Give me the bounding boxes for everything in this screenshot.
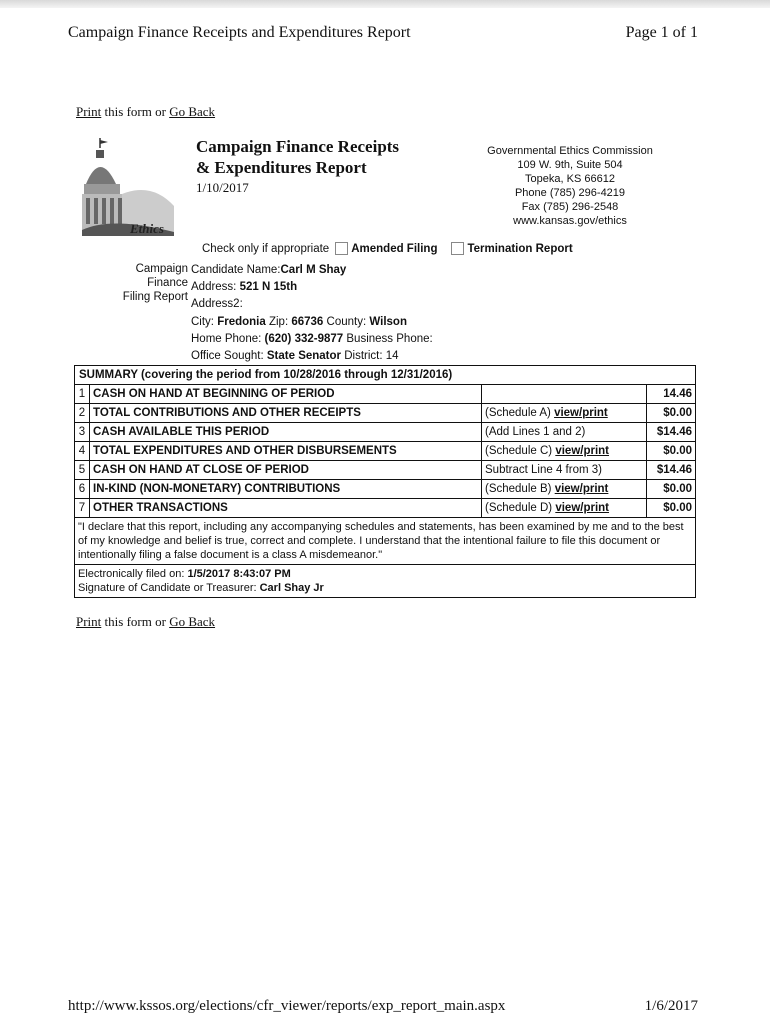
report-title-block: [196, 136, 399, 196]
row-description: TOTAL EXPENDITURES AND OTHER DISBURSEMENTS: [90, 442, 482, 460]
agency-web: www.kansas.gov/ethics: [513, 215, 627, 227]
schedule-text: Subtract Line 4 from 3): [485, 464, 602, 476]
row-amount: $0.00: [663, 502, 692, 514]
print-link-bottom[interactable]: Print: [76, 614, 102, 629]
signature-label: Signature of Candidate or Treasurer:: [78, 582, 257, 594]
city-row: [191, 314, 433, 331]
schedule-a-view-print-link[interactable]: view/print: [554, 407, 608, 419]
district-value: 14: [385, 350, 399, 363]
row-amount: $0.00: [663, 445, 692, 457]
summary-table: [74, 365, 696, 598]
row-description: IN-KIND (NON-MONETARY) CONTRIBUTIONS: [90, 480, 482, 498]
nav-text-top: this form or: [104, 104, 166, 119]
row-schedule: [482, 385, 647, 403]
zip-value: 66736: [291, 315, 324, 328]
agency-address: [475, 144, 665, 228]
efiled-row: [78, 567, 692, 581]
side-label-line1: Campaign Finance: [135, 263, 188, 289]
agency-street: 109 W. 9th, Suite 504: [517, 159, 623, 171]
address-value: 521 N 15th: [239, 281, 298, 294]
efiled-label: Electronically filed on:: [78, 568, 185, 580]
side-label-line2: Filing Report: [122, 291, 188, 303]
candidate-name-row: [191, 262, 433, 279]
top-nav-links: [76, 104, 215, 120]
summary-row: [75, 404, 695, 423]
home-phone-label: Home Phone:: [191, 332, 262, 345]
row-description: CASH ON HAND AT BEGINNING OF PERIOD: [90, 385, 482, 403]
agency-city: Topeka, KS 66612: [525, 173, 615, 185]
declaration-text: "I declare that this report, including any accompanying schedules and statements, has been examined by me and to the best of my knowledge and belief is true, correct and complete. I understand that the intentional failure to file this document or intentionally filing a false document is a class A misdemeanor.": [75, 518, 695, 565]
footer-url: http://www.kssos.org/elections/cfr_viewer/reports/exp_report_main.aspx: [68, 998, 506, 1014]
filing-report-side-label: [92, 262, 188, 304]
report-title-line2: & Expenditures Report: [196, 158, 367, 177]
nav-text-bottom: this form or: [104, 614, 166, 629]
address-label: Address:: [191, 281, 237, 294]
go-back-link-bottom[interactable]: Go Back: [169, 614, 216, 629]
row-schedule: [482, 461, 647, 479]
address2-row: [191, 296, 433, 313]
agency-name: Governmental Ethics Commission: [487, 145, 653, 157]
city-label: City:: [191, 315, 214, 328]
schedule-c-view-print-link[interactable]: view/print: [555, 445, 610, 457]
row-amount: 14.46: [663, 388, 692, 400]
county-label: County:: [326, 315, 367, 328]
row-number: 4: [75, 442, 90, 460]
document-header-title: Campaign Finance Receipts and Expenditures Report: [68, 24, 411, 41]
row-number: 7: [75, 499, 90, 517]
office-row: [191, 348, 433, 365]
row-amount: $0.00: [663, 407, 692, 419]
summary-row: [75, 442, 695, 461]
home-phone-value: (620) 332-9877: [264, 332, 344, 345]
row-amount: $14.46: [656, 464, 692, 476]
row-number: 5: [75, 461, 90, 479]
row-number: 6: [75, 480, 90, 498]
row-description: OTHER TRANSACTIONS: [90, 499, 482, 517]
address2-label: Address2:: [191, 298, 243, 311]
row-number: 2: [75, 404, 90, 422]
amended-filing-checkbox[interactable]: [335, 242, 348, 255]
check-instruction: Check only if appropriate: [202, 242, 330, 255]
signature-value: Carl Shay Jr: [259, 582, 324, 594]
row-amount: $14.46: [656, 426, 692, 438]
print-link-top[interactable]: Print: [76, 104, 102, 119]
office-label: Office Sought:: [191, 350, 264, 363]
row-schedule: [482, 442, 647, 460]
amended-filing-label: Amended Filing: [351, 242, 438, 255]
agency-fax: Fax (785) 296-2548: [521, 201, 619, 213]
row-amount: $0.00: [663, 483, 692, 495]
county-value: Wilson: [369, 315, 407, 328]
summary-row: [75, 499, 695, 518]
efiled-value: 1/5/2017 8:43:07 PM: [187, 568, 291, 580]
phone-row: [191, 331, 433, 348]
candidate-info: [191, 262, 433, 365]
schedule-text: (Schedule C): [485, 445, 553, 457]
report-title-line1: Campaign Finance Receipts: [196, 137, 400, 156]
termination-report-label: Termination Report: [467, 242, 573, 255]
schedule-text: (Schedule D): [485, 502, 553, 514]
row-description: CASH AVAILABLE THIS PERIOD: [90, 423, 482, 441]
district-label: District:: [344, 350, 383, 363]
city-value: Fredonia: [217, 315, 266, 328]
signature-row: [78, 581, 692, 595]
row-schedule: [482, 499, 647, 517]
agency-phone: Phone (785) 296-4219: [514, 187, 626, 199]
schedule-text: (Schedule A): [485, 407, 551, 419]
summary-row: [75, 385, 695, 404]
summary-row: [75, 461, 695, 480]
scan-top-band: [0, 0, 770, 8]
candidate-name: Carl M Shay: [280, 264, 347, 276]
row-description: TOTAL CONTRIBUTIONS AND OTHER RECEIPTS: [90, 404, 482, 422]
row-schedule: [482, 423, 647, 441]
row-schedule: [482, 404, 647, 422]
schedule-d-view-print-link[interactable]: view/print: [555, 502, 610, 514]
zip-label: Zip:: [268, 315, 289, 328]
page-number: Page 1 of 1: [625, 24, 698, 41]
e-filing-info: [75, 565, 695, 597]
go-back-link-top[interactable]: Go Back: [169, 104, 216, 119]
summary-heading: SUMMARY (covering the period from 10/28/2016 through 12/31/2016): [75, 366, 695, 385]
seal-text: Ethics: [130, 221, 164, 236]
row-number: 1: [75, 385, 90, 403]
capitol-seal-icon: [82, 136, 174, 236]
filing-type-row: [202, 242, 573, 255]
office-value: State Senator: [266, 350, 342, 363]
row-schedule: [482, 480, 647, 498]
termination-report-checkbox[interactable]: [451, 242, 464, 255]
summary-row: [75, 423, 695, 442]
row-description: CASH ON HAND AT CLOSE OF PERIOD: [90, 461, 482, 479]
footer-date: 1/6/2017: [644, 998, 698, 1014]
schedule-b-view-print-link[interactable]: view/print: [554, 483, 609, 495]
schedule-text: (Add Lines 1 and 2): [485, 426, 586, 438]
summary-row: [75, 480, 695, 499]
candidate-name-label: Candidate Name:: [191, 264, 281, 276]
report-date: 1/10/2017: [196, 180, 249, 195]
schedule-text: (Schedule B): [485, 483, 552, 495]
row-number: 3: [75, 423, 90, 441]
business-phone-label: Business Phone:: [346, 332, 433, 345]
address-row: [191, 279, 433, 296]
bottom-nav-links: [76, 614, 215, 630]
